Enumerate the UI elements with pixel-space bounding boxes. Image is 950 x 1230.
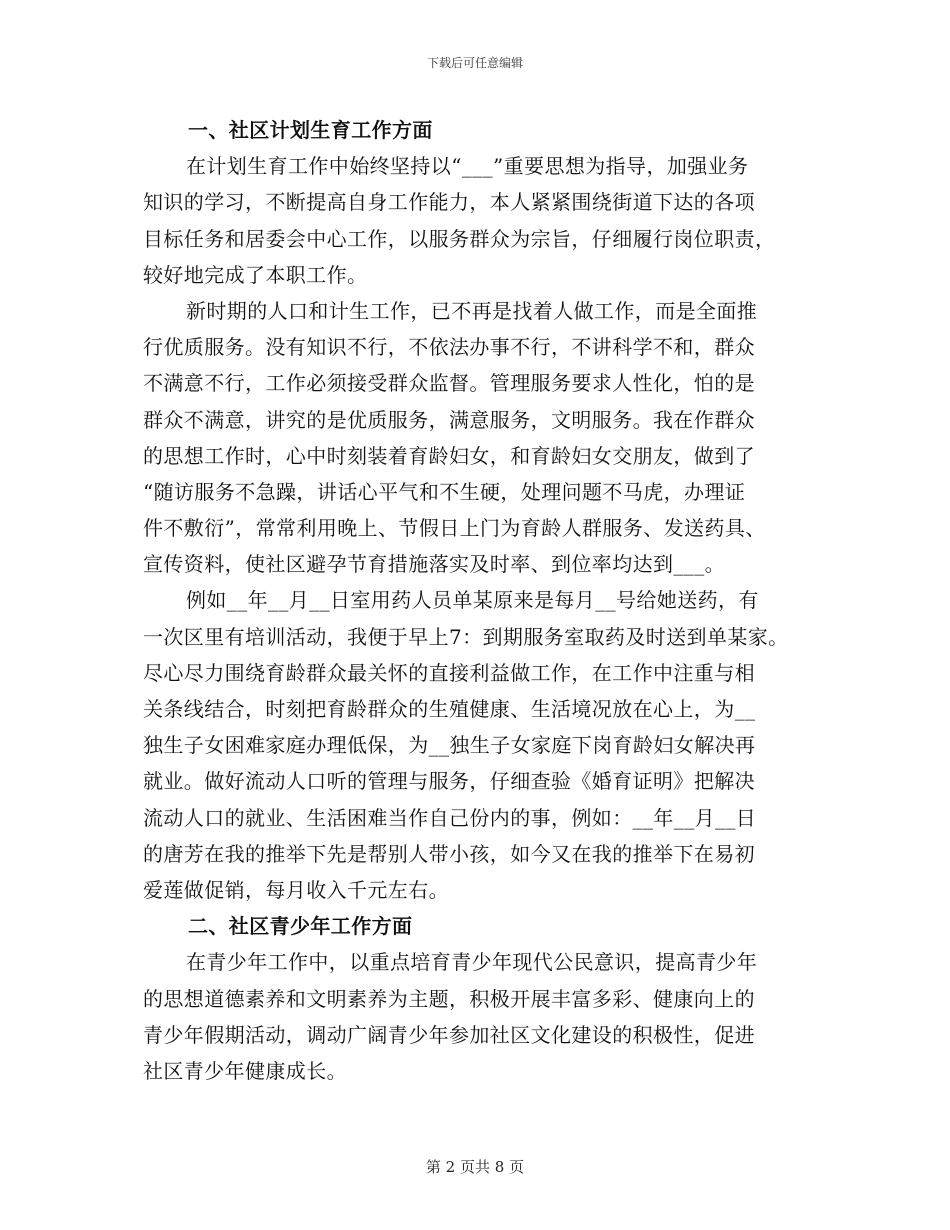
text-line: 独生子女困难家庭办理低保，为__独生子女家庭下岗育龄妇女解决再 — [143, 733, 756, 758]
section-heading: 二、社区青少年工作方面 — [188, 914, 413, 939]
page-header: 下载后可任意编辑 — [426, 56, 523, 70]
text-line: 爱莲做促销，每月收入千元左右。 — [143, 877, 449, 902]
text-line: 的唐芳在我的推举下先是帮别人带小孩，如今又在我的推举下在易初 — [143, 841, 755, 866]
text-line: 的思想道德素养和文明素养为主题，积极开展丰富多彩、健康向上的 — [143, 986, 755, 1011]
text-line: 群众不满意，讲究的是优质服务，满意服务，文明服务。我在作群众 — [143, 407, 755, 432]
text-line: 目标任务和居委会中心工作，以服务群众为宗旨，仔细履行岗位职责， — [143, 226, 776, 251]
section-heading: 一、社区计划生育工作方面 — [188, 118, 433, 142]
text-line: 在青少年工作中，以重点培育青少年现代公民意识，提高青少年 — [186, 950, 758, 975]
text-line: 一次区里有培训活动，我便于早上7：到期服务室取药及时送到单某家。 — [143, 624, 789, 649]
text-line: 知识的学习，不断提高自身工作能力，本人紧紧围绕街道下达的各项 — [143, 190, 755, 215]
text-line: 的思想工作时，心中时刻装着育龄妇女，和育龄妇女交朋友，做到了 — [143, 443, 755, 468]
text-line: 例如__年__月__日室用药人员单某原来是每月__号给她送药，有 — [186, 588, 759, 613]
text-line: 件不敷衍”，常常利用晚上、节假日上门为育龄人群服务、发送药具、 — [143, 516, 766, 541]
text-line: 关条线结合，时刻把育龄群众的生殖健康、生活境况放在心上，为__ — [143, 697, 756, 721]
text-line: 宣传资料，使社区避孕节育措施落实及时率、到位率均达到___。 — [143, 552, 725, 577]
text-line: 较好地完成了本职工作。 — [143, 262, 368, 287]
text-line: 不满意不行，工作必须接受群众监督。管理服务要求人性化，怕的是 — [143, 371, 755, 396]
text-line: 就业。做好流动人口听的管理与服务，仔细查验《婚育证明》把解决 — [143, 769, 755, 794]
text-line: 青少年假期活动，调动广阔青少年参加社区文化建设的积极性，促进 — [143, 1022, 755, 1047]
text-line: 新时期的人口和计生工作，已不再是找着人做工作，而是全面推 — [186, 298, 758, 323]
text-line: 流动人口的就业、生活困难当作自己份内的事，例如：__年__月__日 — [143, 805, 757, 830]
text-line: 在计划生育工作中始终坚持以“___”重要思想为指导，加强业务 — [186, 154, 749, 179]
text-line: 社区青少年健康成长。 — [143, 1058, 347, 1083]
text-line: 尽心尽力围绕育龄群众最关怀的直接利益做工作，在工作中注重与相 — [143, 660, 755, 685]
text-line: “随访服务不急躁，讲话心平气和不生硬，处理问题不马虎，办理证 — [143, 479, 746, 504]
text-line: 行优质服务。没有知识不行，不依法办事不行，不讲科学不和，群众 — [143, 335, 755, 360]
page-footer: 第 2 页共 8 页 — [425, 1158, 525, 1176]
document-body — [143, 112, 823, 1089]
